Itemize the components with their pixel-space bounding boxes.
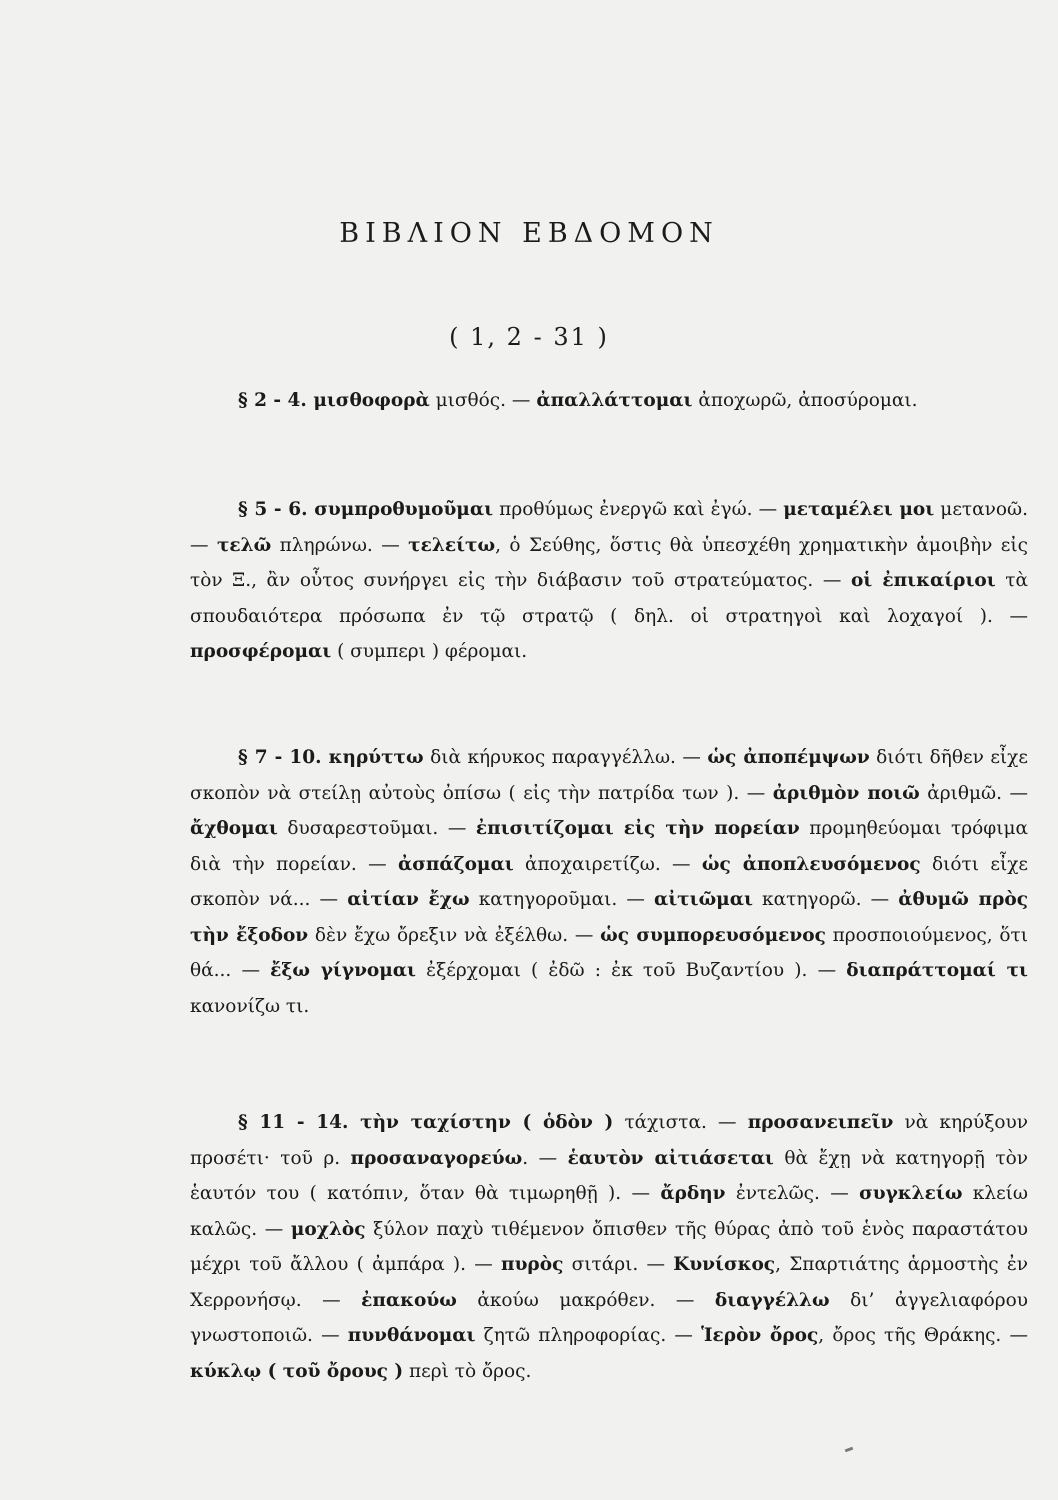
definition-text: . — bbox=[522, 1147, 568, 1169]
headword: § 7 - 10. bbox=[238, 747, 329, 768]
headword: πυρὸς bbox=[501, 1254, 564, 1275]
definition-text: ἐξέρχομαι ( ἐδῶ : ἐκ τοῦ Βυζαντίου ). — bbox=[415, 960, 847, 981]
glossary-paragraph bbox=[190, 740, 1028, 1024]
definition-text: πληρώνω. — bbox=[271, 534, 409, 556]
definition-text: περὶ τὸ ὄρος. bbox=[403, 1360, 532, 1382]
ink-mark bbox=[845, 1447, 854, 1453]
definition-text: ἀποχαιρετίζω. — bbox=[513, 853, 702, 875]
headword: κηρύττω bbox=[328, 747, 424, 768]
headword: οἱ ἐπικαίριοι bbox=[850, 570, 996, 591]
definition-text: νὰ κηρύξουν προσέτι· τοῦ ρ. bbox=[190, 1112, 1029, 1169]
definition-text: προμηθεύομαι τρόφιμα διὰ τὴν πορείαν. — bbox=[190, 818, 1028, 875]
definition-text: μετανοῶ. — bbox=[190, 499, 1028, 556]
definition-text: ἀκούω μακρόθεν. — bbox=[456, 1289, 715, 1311]
definition-text: δὲν ἔχω ὄρεξιν νὰ ἐξέλθω. — bbox=[308, 924, 601, 946]
headword: ἀριθμὸν ποιῶ bbox=[772, 782, 920, 804]
page-title: ΒΙΒΛΙΟΝ ΕΒΔΟΜΟΝ bbox=[339, 218, 719, 249]
headword: αἰτίαν ἔχω bbox=[347, 889, 470, 910]
definition-text: σιτάρι. — bbox=[563, 1254, 674, 1275]
headword: αἰτιῶμαι bbox=[653, 889, 753, 910]
headword: ἀθυμῶ πρὸς τὴν ἔξοδον bbox=[190, 889, 1028, 946]
headword: ἄχθομαι bbox=[190, 818, 278, 839]
headword: συμπροθυμοῦμαι bbox=[314, 499, 494, 520]
definition-text: δυσαρεστοῦμαι. — bbox=[277, 818, 476, 839]
headword: προσφέρομαι bbox=[190, 641, 332, 662]
definition-text: θὰ ἔχῃ νὰ κατηγορῇ τὸν ἑαυτόν του ( κατόπιν, ὅταν θὰ τιμωρηθῇ ). — bbox=[190, 1147, 1028, 1204]
definition-text: κανονίζω τι. bbox=[190, 995, 310, 1017]
headword: μεταμέλει μοι bbox=[783, 499, 935, 520]
glossary-paragraph bbox=[190, 383, 1028, 419]
headword: ἀπαλλάττομαι bbox=[536, 390, 693, 411]
headword: διαγγέλλω bbox=[714, 1289, 830, 1311]
definition-text: ἀριθμῶ. — bbox=[919, 782, 1029, 804]
definition-text: , Σπαρτιάτης ἁρμοστὴς ἐν Χερρονήσῳ. — bbox=[190, 1254, 1028, 1311]
definition-text: ἐντελῶς. — bbox=[725, 1183, 860, 1204]
headword: πυνθάνομαι bbox=[347, 1325, 476, 1346]
definition-text: , ὄρος τῆς Θράκης. — bbox=[818, 1325, 1028, 1346]
definition-text: διότι εἶχε σκοπὸν νά... — bbox=[190, 853, 1028, 910]
definition-text: μισθός. — bbox=[429, 390, 537, 411]
headword: τελῶ bbox=[216, 534, 272, 556]
headword: ἐπισιτίζομαι εἰς τὴν πορείαν bbox=[475, 818, 800, 839]
definition-text: προθύμως ἐνεργῶ καὶ ἐγώ. — bbox=[493, 499, 784, 520]
glossary-paragraph bbox=[190, 492, 1028, 670]
definition-text: τὰ σπουδαιότερα πρόσωπα ἐν τῷ στρατῷ ( δηλ. οἱ στρατηγοὶ καὶ λοχαγοί ). — bbox=[190, 570, 1028, 627]
headword: ἑαυτὸν αἰτιάσεται bbox=[567, 1147, 774, 1169]
definition-text: κατηγοροῦμαι. — bbox=[469, 889, 654, 910]
headword: ὡς ἀποπέμψων bbox=[707, 747, 870, 768]
headword: § 5 - 6. bbox=[238, 499, 315, 520]
headword: τελείτω bbox=[408, 534, 496, 556]
definition-text: ( συμπερι ) φέρομαι. bbox=[331, 641, 528, 662]
headword: ἄρδην bbox=[660, 1183, 726, 1204]
headword: τὴν ταχίστην ( ὁδὸν ) bbox=[360, 1112, 614, 1133]
definition-text: τάχιστα. — bbox=[613, 1112, 748, 1133]
headword: § 11 - 14. bbox=[238, 1112, 361, 1133]
headword: ἐπακούω bbox=[361, 1289, 457, 1311]
headword: ὡς ἀποπλευσόμενος bbox=[701, 853, 921, 875]
headword: προσαναγορεύω bbox=[350, 1147, 523, 1169]
headword: ἀσπάζομαι bbox=[397, 853, 514, 875]
definition-text: κατηγορῶ. — bbox=[752, 889, 899, 910]
definition-text: διὰ κήρυκος παραγγέλλω. — bbox=[423, 747, 708, 768]
definition-text: ξύλον παχὺ τιθέμενον ὄπισθεν τῆς θύρας ἀπὸ τοῦ ἑνὸς παραστάτου μέχρι τοῦ ἄλλου ( ἀμπάρα ). — bbox=[190, 1218, 1028, 1275]
headword: ὡς συμπορευσόμενος bbox=[600, 924, 826, 946]
definition-text: , ὁ Σεύθης, ὅστις θὰ ὑπεσχέθη χρηματικὴν ἀμοιβὴν εἰς τὸν Ξ., ἂν οὗτος συνήργει εἰς τὴν διάβασιν τοῦ στρατεύματος. — bbox=[190, 534, 1028, 591]
definition-text: ἀποχωρῶ, ἀποσύρομαι. bbox=[692, 390, 918, 411]
definition-text: ζητῶ πληροφορίας. — bbox=[475, 1325, 702, 1346]
definition-text: δι’ ἀγγελιαφόρου γνωστοποιῶ. — bbox=[190, 1289, 1028, 1346]
headword: Κυνίσκος bbox=[673, 1254, 776, 1275]
headword: διαπράττομαί τι bbox=[846, 960, 1028, 981]
headword: συγκλείω bbox=[859, 1183, 963, 1204]
definition-text: προσποιούμενος, ὅτι θά... — bbox=[190, 924, 1029, 981]
headword: Ἱερὸν ὄρος bbox=[701, 1325, 819, 1346]
glossary-paragraph bbox=[190, 1105, 1028, 1389]
headword: μισθοφορὰ bbox=[313, 390, 430, 411]
headword: § 2 - 4. bbox=[238, 390, 314, 411]
headword: ἔξω γίγνομαι bbox=[270, 960, 416, 981]
headword: κύκλῳ ( τοῦ ὄρους ) bbox=[190, 1360, 404, 1382]
headword: προσανειπεῖν bbox=[747, 1112, 894, 1133]
definition-text: διότι δῆθεν εἶχε σκοπὸν νὰ στείλῃ αὐτοὺς ὀπίσω ( εἰς τὴν πατρίδα των ). — bbox=[190, 747, 1028, 804]
definition-text: κλείω καλῶς. — bbox=[190, 1183, 1029, 1240]
chapter-range: ( 1, 2 - 31 ) bbox=[449, 323, 609, 351]
headword: μοχλὸς bbox=[290, 1218, 366, 1240]
